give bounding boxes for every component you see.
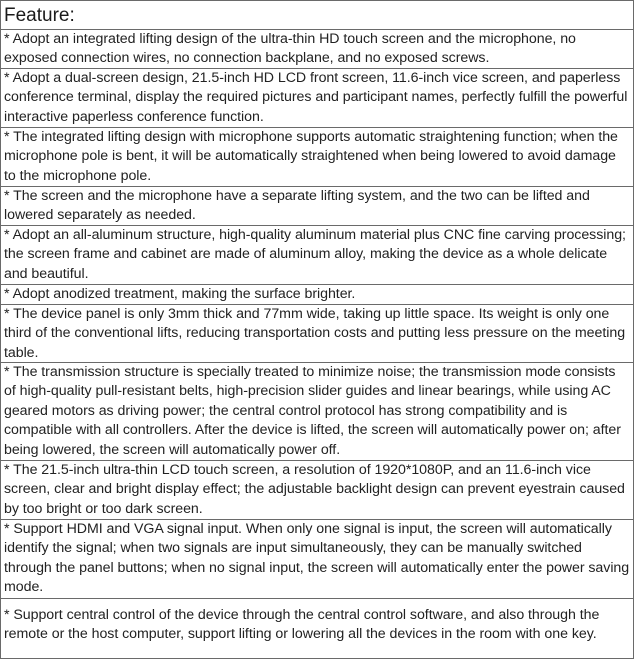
feature-row [1, 285, 633, 305]
feature-row [1, 520, 633, 599]
feature-text: * The integrated lifting design with microphone supports automatic straightening function; when the microphone pole is bent, it will be automatically straightened when being lowered to avoid damage to the microphone pole. [4, 129, 618, 184]
feature-text: * Adopt an integrated lifting design of the ultra-thin HD touch screen and the microphone, no exposed connection wires, no connection backplane, and no exposed screws. [4, 31, 576, 67]
feature-row [1, 128, 633, 187]
feature-text: * Support central control of the device through the central control software, and also through the remote or the host computer, support lifting or lowering all the devices in the room with one key. [4, 607, 600, 643]
feature-text: * Adopt a dual-screen design, 21.5-inch HD LCD front screen, 11.6-inch vice screen, and paperless conference terminal, display the required pictures and participant names, perfectly fulfill the powerful interactive paperless conference function. [4, 70, 628, 125]
feature-row [1, 363, 633, 461]
feature-row [1, 461, 633, 520]
feature-text: * The device panel is only 3mm thick and 77mm wide, taking up little space. Its weight is only one third of the conventional lifts, reducing transportation costs and putting less pressure on the meeting table. [4, 306, 626, 361]
feature-row [1, 305, 633, 363]
feature-text: * Adopt anodized treatment, making the surface brighter. [4, 286, 356, 302]
feature-text: * Support HDMI and VGA signal input. When only one signal is input, the screen will automatically identify the signal; when two signals are input simultaneously, they can be manually switched through the panel buttons; when no signal input, the screen will automatically enter the power saving mode. [4, 521, 630, 596]
feature-text: * Adopt an all-aluminum structure, high-quality aluminum material plus CNC fine carving processing; the screen frame and cabinet are made of aluminum alloy, making the device as a whole delicate and beautiful. [4, 227, 626, 282]
feature-text: * The transmission structure is specially treated to minimize noise; the transmission mode consists of high-quality pull-resistant belts, high-precision slider guides and linear bearings, while using AC geared motors as driving power; the central control protocol has strong compatibility and is compatible with all controllers. After the device is lifted, the screen will automatically power on; after being lowered, the screen will automatically power off. [4, 364, 621, 458]
feature-text: * The 21.5-inch ultra-thin LCD touch screen, a resolution of 1920*1080P, and an 11.6-inch vice screen, clear and bright display effect; the adjustable backlight design can prevent eyestrain caused by too bright or too dark screen. [4, 462, 625, 517]
feature-row [1, 69, 633, 128]
feature-row [1, 599, 633, 658]
feature-row [1, 226, 633, 285]
feature-text: * The screen and the microphone have a separate lifting system, and the two can be lifted and lowered separately as needed. [4, 188, 590, 224]
feature-row [1, 30, 633, 69]
feature-row [1, 187, 633, 226]
feature-heading: Feature: [1, 1, 633, 30]
